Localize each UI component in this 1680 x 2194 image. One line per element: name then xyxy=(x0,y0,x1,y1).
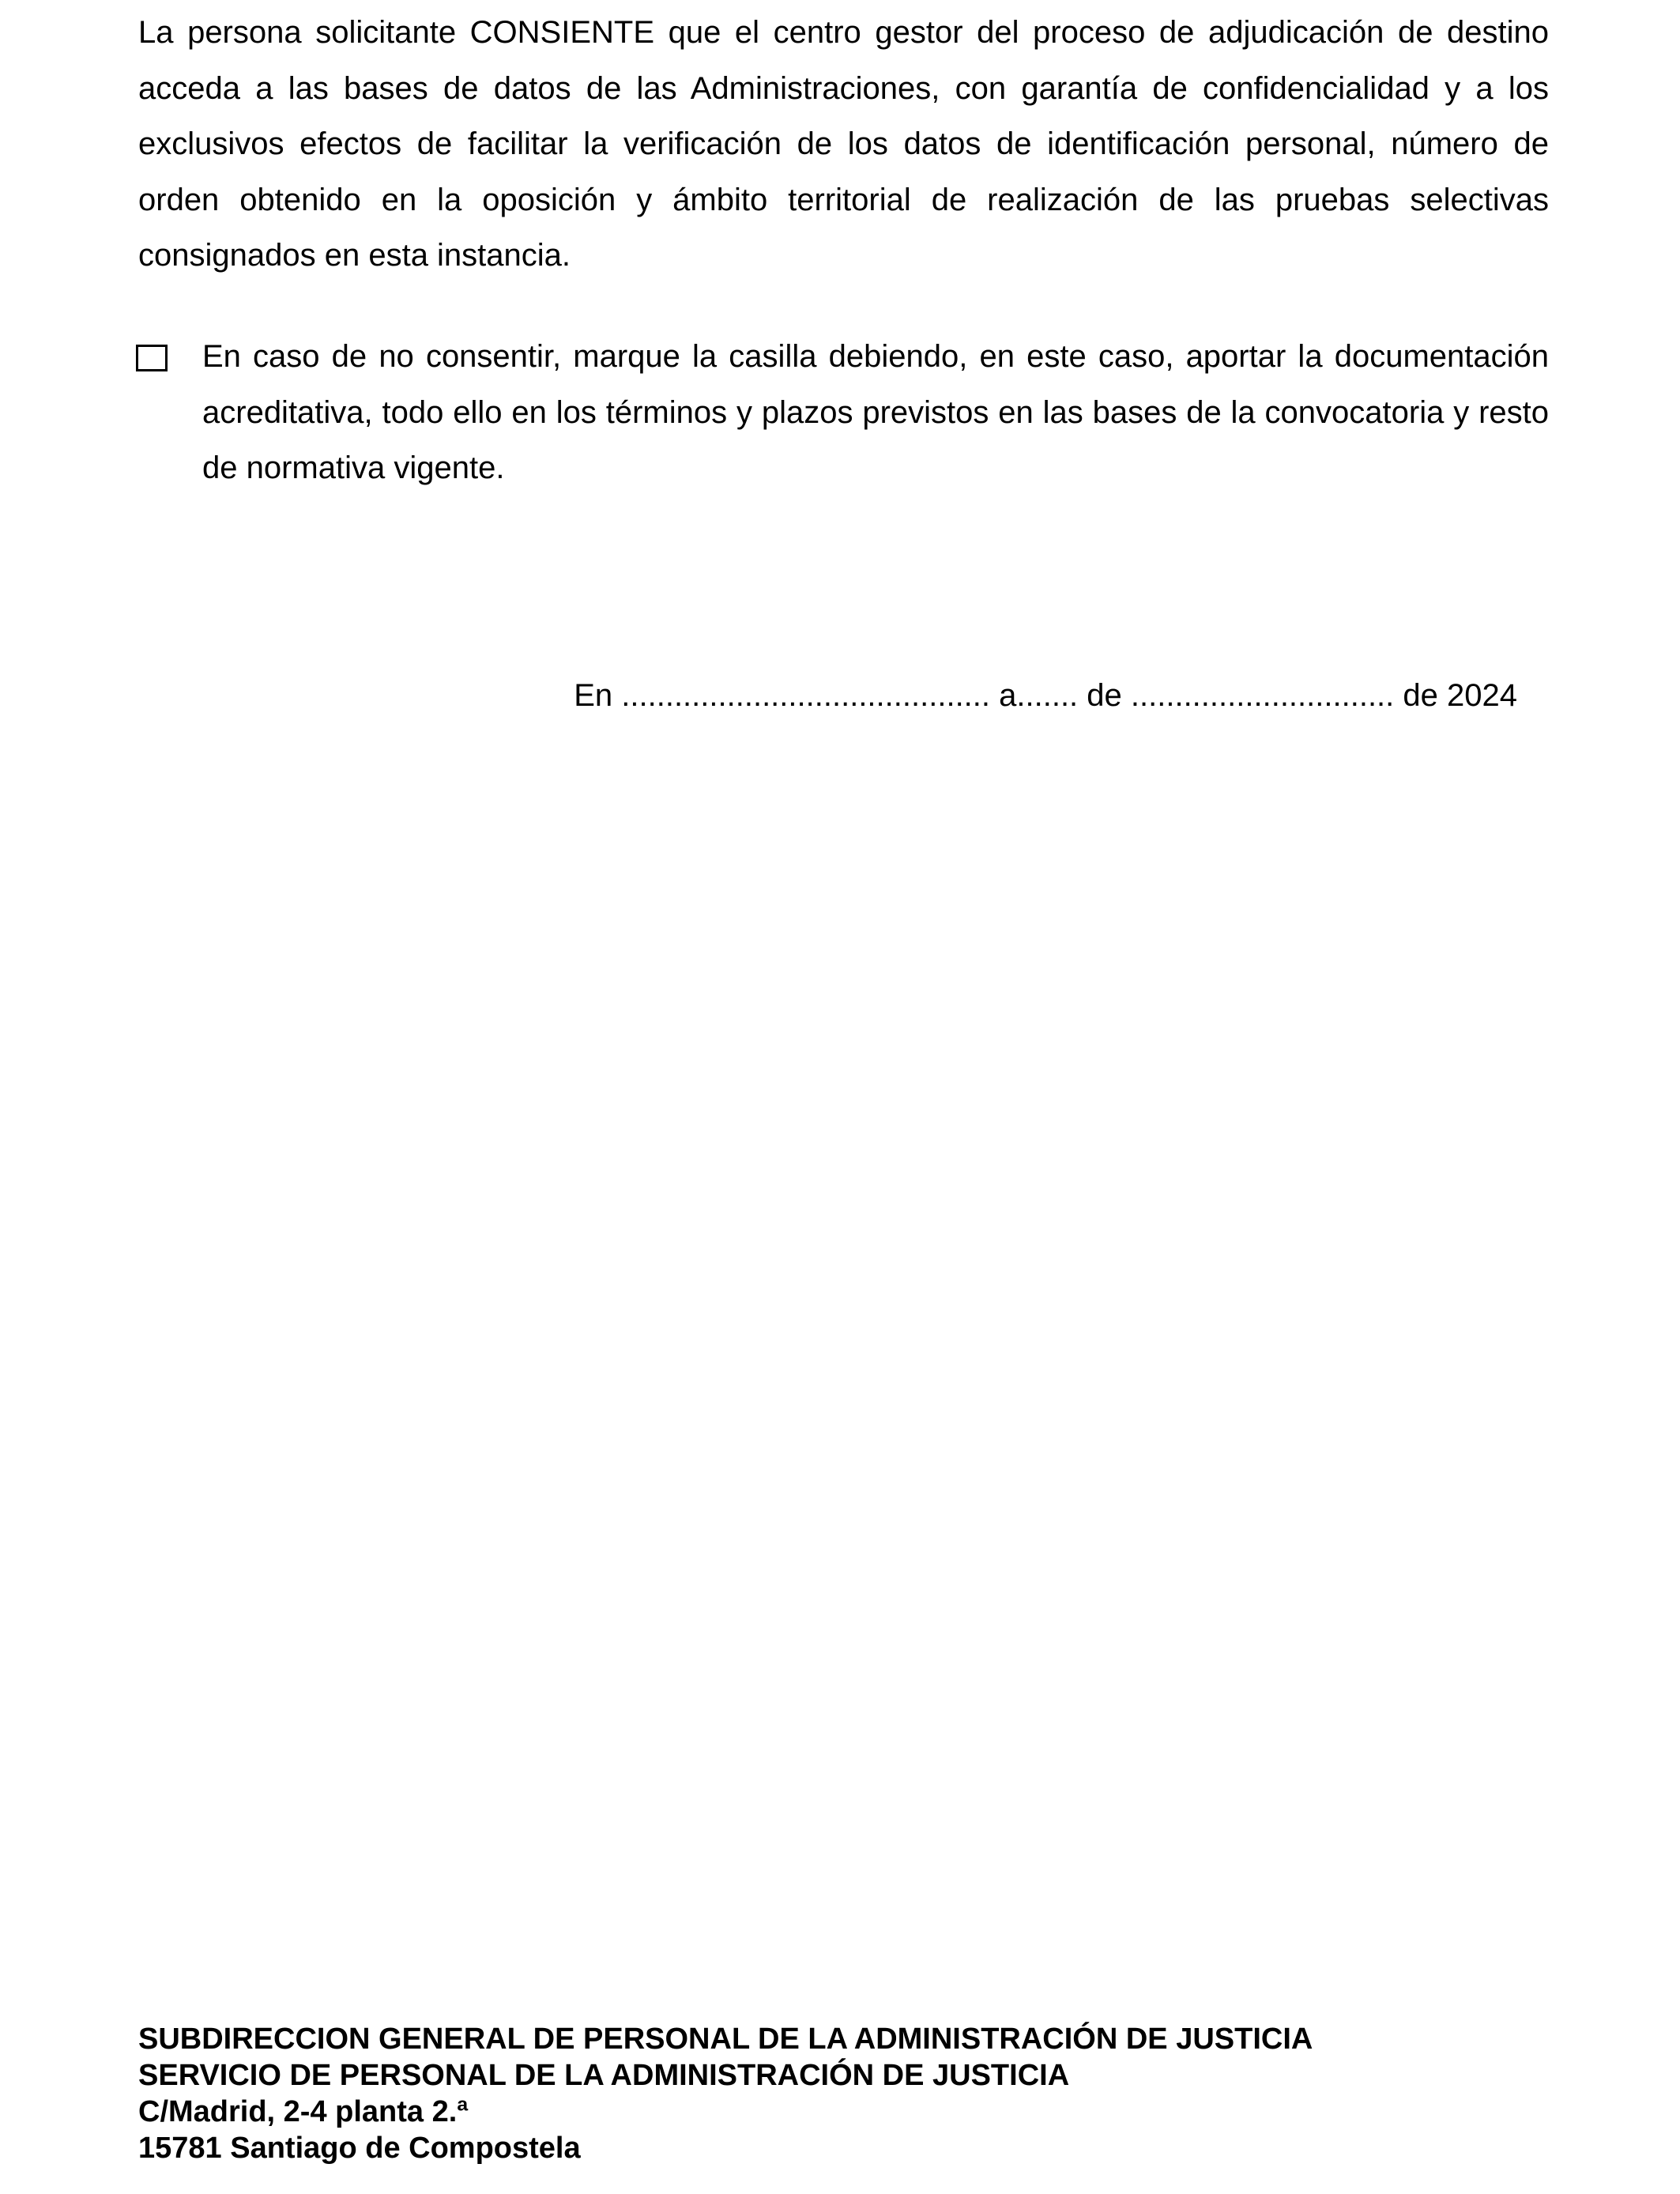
footer-address xyxy=(138,2021,1561,2166)
footer-city: 15781 Santiago de Compostela xyxy=(138,2132,581,2165)
opt-out-text: En caso de no consentir, marque la casilla debiendo, en este caso, aportar la documentación acreditativa, todo ello en los términos y plazos previstos en las bases de la convocatoria y resto de normativa vigente. xyxy=(202,339,1549,485)
footer-service: SERVICIO DE PERSONAL DE LA ADMINISTRACIÓN DE JUSTICIA xyxy=(138,2059,1070,2092)
footer-department: SUBDIRECCION GENERAL DE PERSONAL DE LA ADMINISTRACIÓN DE JUSTICIA xyxy=(138,2022,1313,2056)
signature-date-line: En .......................................... a....... de .............................. de 2024 xyxy=(574,678,1517,713)
consent-paragraph: La persona solicitante CONSIENTE que el centro gestor del proceso de adjudicación de destino acceda a las bases de datos de las Administraciones, con garantía de confidencialidad y a los exclusivos efectos de facilitar la verificación de los datos de identificación personal, número de orden obtenido en la oposición y ámbito territorial de realización de las pruebas selectivas consignados en esta instancia. xyxy=(138,15,1549,273)
opt-out-checkbox[interactable] xyxy=(136,345,168,371)
footer-street: C/Madrid, 2-4 planta 2.ª xyxy=(138,2095,469,2128)
